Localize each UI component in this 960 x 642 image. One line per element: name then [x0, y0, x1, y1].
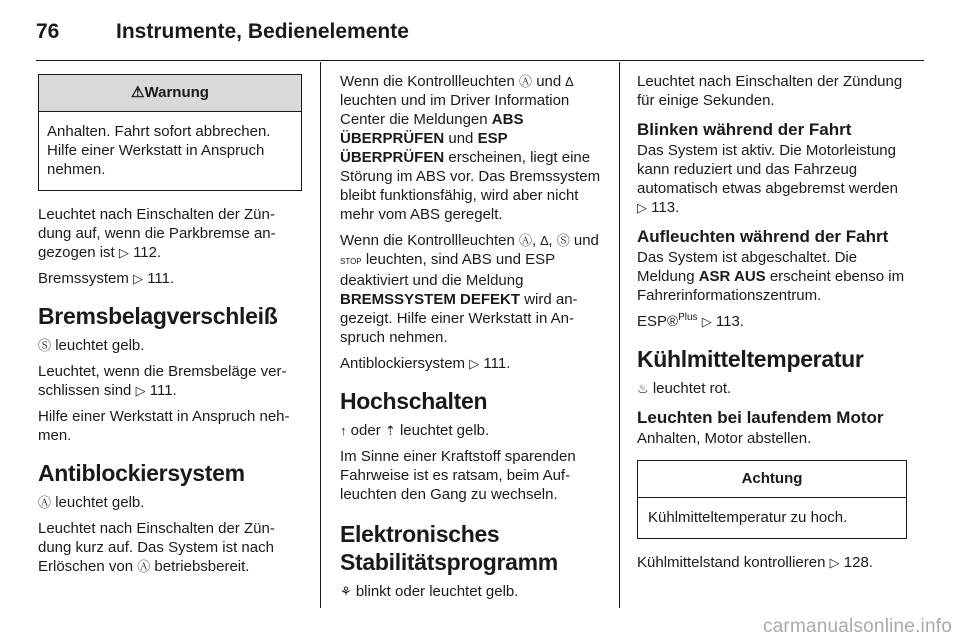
warning-box-header — [39, 75, 301, 112]
abs-icon: Ⓐ — [137, 559, 151, 574]
reference-arrow-icon: ▷ — [133, 271, 144, 286]
section-heading-coolant: Kühlmitteltemperatur — [637, 346, 864, 372]
subheading-lit-while-driving: Aufleuchten während der Fahrt — [637, 227, 889, 246]
warning-text: Anhalten. Fahrt sofort abbrechen. Hilfe einer Werkstatt in Anspruch nehmen. — [47, 123, 271, 178]
coolant-temperature-icon: ♨ — [637, 381, 649, 396]
paragraph: ⚘ blinkt oder leuchtet gelb. — [340, 583, 519, 600]
column-2 — [340, 72, 604, 608]
paragraph: ESP®$^{Plus}$ ▷ 113. — [637, 312, 744, 330]
warning-triangle-icon: ⚠ — [131, 84, 145, 101]
column-divider — [320, 62, 321, 608]
paragraph: Antiblockiersystem ▷ 111. — [340, 355, 511, 372]
esp-icon: ∆ — [565, 74, 574, 89]
section-heading-brake-wear: Bremsbelagverschleiß — [38, 303, 278, 329]
warning-box — [38, 74, 302, 191]
abs-icon: Ⓐ — [519, 74, 533, 89]
paragraph: Ⓐ leuchtet gelb. — [38, 494, 145, 511]
page-number: 76 — [36, 20, 60, 43]
header-rule — [36, 60, 924, 61]
reference-arrow-icon: ▷ — [829, 555, 840, 570]
section-heading-abs: Antiblockiersystem — [38, 460, 245, 486]
esp-car-icon: ⚘ — [340, 584, 352, 599]
caution-box-header: Achtung — [638, 461, 906, 498]
paragraph: Wenn die Kontrollleuchten Ⓐ, ∆, Ⓢ und STOP leuchten, sind ABS und ESP deaktiviert und die Meldung BREMSSYSTEM DEFEKT wird angezeigt. Hilfe einer Werkstatt in Anspruch nehmen. — [340, 232, 599, 346]
page-title: Instrumente, Bedienelemente — [116, 20, 409, 43]
reference-arrow-icon: ▷ — [637, 200, 647, 215]
shift-up-icon: ↑ — [340, 423, 347, 438]
paragraph: Das System ist abgeschaltet. Die Meldung ASR AUS erscheint ebenso im Fahrerinformationszentrum. — [637, 249, 905, 304]
reference-arrow-icon: ▷ — [701, 314, 712, 329]
reference-arrow-icon: ▷ — [135, 383, 146, 398]
paragraph: Wenn die Kontrollleuchten Ⓐ und ∆ leuchten und im Driver Information Center die Meldungen ABS ÜBERPRÜFEN und ESP ÜBERPRÜFEN erscheinen, liegt eine Störung im ABS vor. Das Bremssystem bleibt funktionsfähig, wird aber nicht mehr vom ABS geregelt. — [340, 73, 601, 223]
reference-arrow-icon: ▷ — [469, 356, 480, 371]
subheading-engine-running: Leuchten bei laufendem Motor — [637, 408, 884, 427]
column-3 — [637, 72, 907, 579]
abs-icon: Ⓐ — [519, 233, 533, 248]
paragraph: Ⓢ leuchtet gelb. — [38, 337, 145, 354]
paragraph: Hilfe einer Werkstatt in Anspruch nehmen. — [38, 408, 290, 444]
stop-icon: STOP — [340, 257, 362, 266]
paragraph: Kühlmittelstand kontrollieren ▷ 128. — [637, 554, 873, 571]
paragraph: Leuchtet nach Einschalten der Zündung für einige Sekunden. — [637, 73, 903, 109]
paragraph: Leuchtet nach Einschalten der Zündung kurz auf. Das System ist nach Erlöschen von Ⓐ betriebsbereit. — [38, 520, 275, 575]
section-heading-esp: Elektronisches Stabilitätsprogramm — [340, 521, 558, 575]
watermark: carmanualsonline.info — [762, 616, 952, 637]
caution-text: Kühlmitteltemperatur zu hoch. — [648, 509, 848, 526]
paragraph: Das System ist aktiv. Die Motorleistung kann reduziert und das Fahrzeug automatisch etwas abgebremst werden ▷ 113. — [637, 142, 898, 216]
reference-arrow-icon: ▷ — [118, 245, 129, 260]
paragraph: Im Sinne einer Kraftstoff sparenden Fahrweise ist es ratsam, beim Aufleuchten den Gang zu wechseln. — [340, 448, 576, 503]
caution-box — [637, 460, 907, 539]
column-1 — [38, 74, 302, 583]
shift-up-alt-icon: ⇡ — [384, 423, 396, 438]
column-divider — [619, 62, 620, 608]
subheading-blinking: Blinken während der Fahrt — [637, 120, 852, 139]
paragraph: Leuchtet, wenn die Bremsbeläge verschlissen sind ▷ 111. — [38, 363, 287, 399]
esp-icon: ∆ — [540, 233, 549, 248]
abs-icon: Ⓐ — [38, 495, 52, 510]
paragraph: ↑ oder ⇡ leuchtet gelb. — [340, 422, 490, 439]
warning-title: Warnung — [144, 84, 209, 101]
paragraph: Anhalten, Motor abstellen. — [637, 430, 812, 447]
paragraph: ♨ leuchtet rot. — [637, 380, 732, 397]
paragraph: Bremssystem ▷ 111. — [38, 270, 175, 287]
brake-icon: Ⓢ — [556, 233, 570, 248]
brake-wear-icon: Ⓢ — [38, 338, 52, 353]
section-heading-upshift: Hochschalten — [340, 388, 488, 414]
page-header — [36, 12, 924, 54]
paragraph: Leuchtet nach Einschalten der Zündung auf, wenn die Parkbremse angezogen ist ▷ 112. — [38, 206, 276, 261]
